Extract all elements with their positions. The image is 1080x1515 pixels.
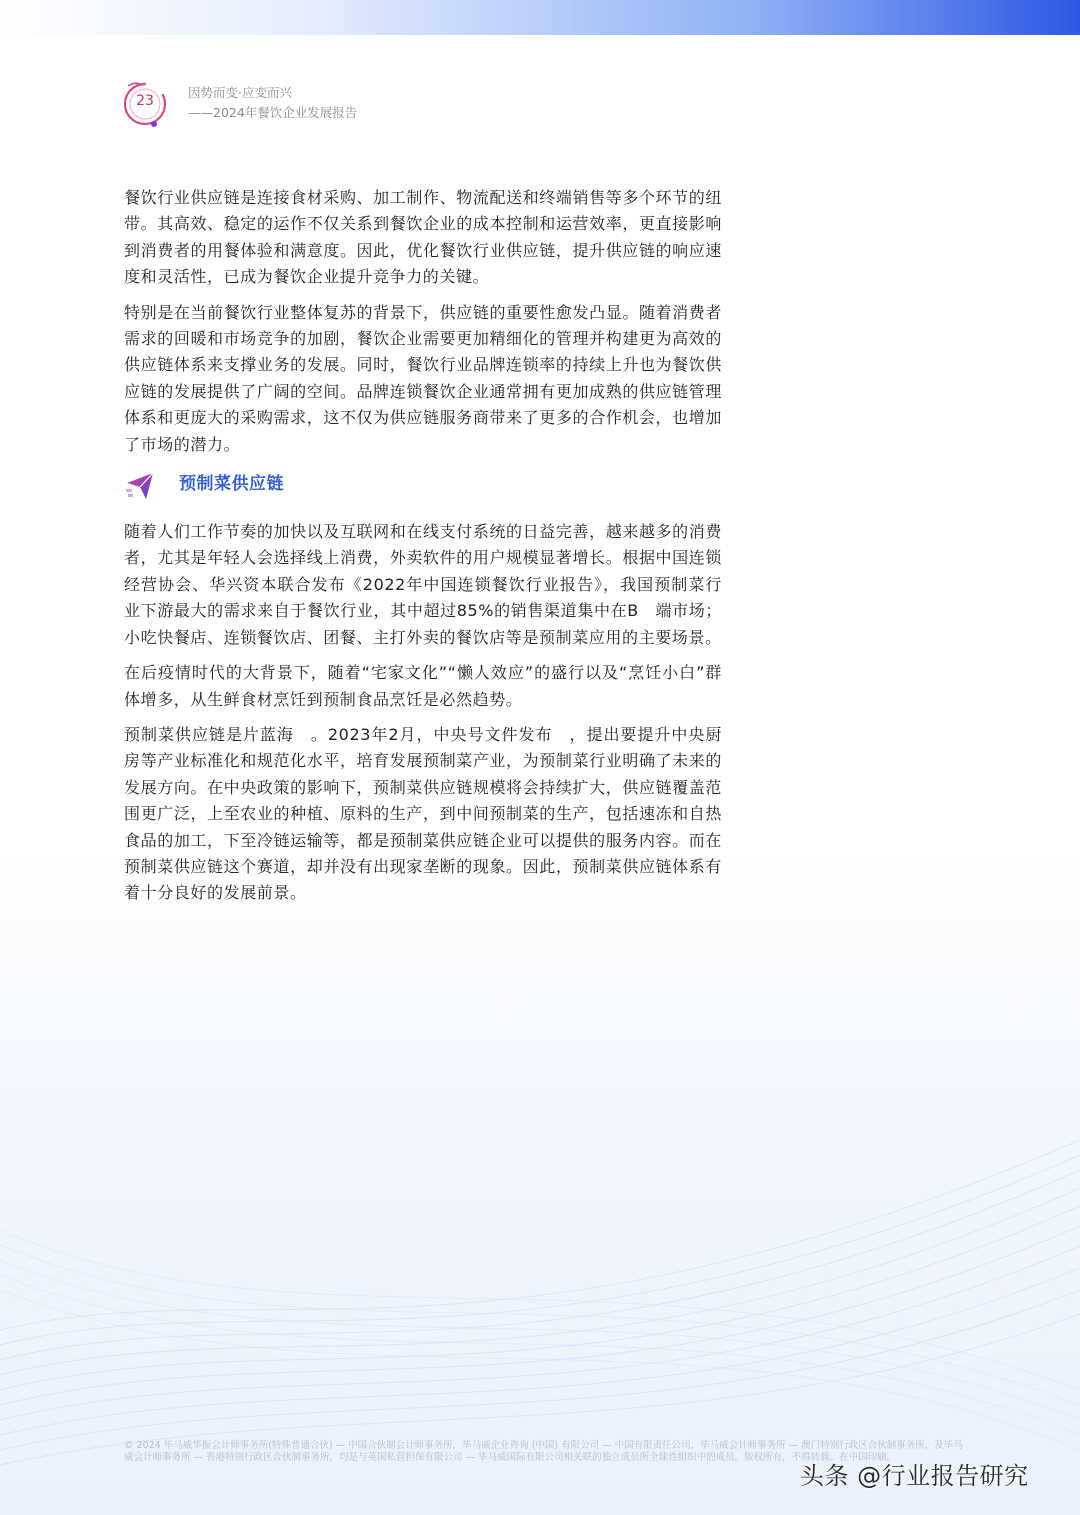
- paragraph-consumer-trend: 随着人们工作节奏的加快以及互联网和在线支付系统的日益完善，越来越多的消费者，尤其是年轻人会选择线上消费，外卖软件的用户规模显著增长。根据中国连锁经营协会、华兴资本联合发布《2022年中国连锁餐饮行业报告》，我国预制菜行业下游最大的需求来自于餐饮行业，其中超过85%的销售渠道集中在B 端市场；小吃快餐店、连锁餐饮店、团餐、主打外卖的餐饮店等是预制菜应用的主要场景。: [124, 522, 722, 647]
- watermark: 头条 @行业报告研究: [800, 1462, 1029, 1490]
- paragraph-post-pandemic: 在后疫情时代的大背景下，随着“宅家文化”“懒人效应”的盛行以及“烹饪小白”群体增多，从生鲜食材烹饪到预制食品烹饪是必然趋势。: [124, 663, 722, 709]
- report-title-line1: 因势而变·应变而兴: [188, 85, 292, 100]
- paragraph-recovery-background: 特别是在当前餐饮行业整体复苏的背景下，供应链的重要性愈发凸显。随着消费者需求的回暖和市场竞争的加剧，餐饮企业需要更加精细化的管理并构建更为高效的供应链体系来支撑业务的发展。同时，餐饮行业品牌连锁率的持续上升也为餐饮供应链的发展提供了广阔的空间。品牌连锁餐饮企业通常拥有更加成熟的供应链管理体系和更庞大的采购需求，这不仅为供应链服务商带来了更多的合作机会，也增加了市场的潜力。: [124, 302, 722, 454]
- paper-plane-arrow-icon: [124, 469, 156, 501]
- section-heading: [124, 467, 722, 507]
- report-title: [188, 83, 488, 123]
- footer-copyright: © 2024 毕马威华振会计师事务所(特殊普通合伙) — 中国合伙制会计师事务所，毕马威企业咨询 (中国) 有限公司 — 中国有限责任公司，毕马威会计师事务所 — 澳门特别行政区合伙制事务所，及毕马威会计师事务所 — 香港特别行政区合伙制事务所，均是与英国私营担保有限公司 — 毕马威国际有限公司相关联的独立成员所全球性组织中的成员。版权所有，不得转载。在中国印刷。: [124, 1440, 963, 1463]
- paragraph-supply-chain-intro: 餐饮行业供应链是连接食材采购、加工制作、物流配送和终端销售等多个环节的纽带。其高效、稳定的运作不仅关系到餐饮企业的成本控制和运营效率，更直接影响到消费者的用餐体验和满意度。因此，优化餐饮行业供应链，提升供应链的响应速度和灵活性，已成为餐饮企业提升竞争力的关键。: [124, 188, 722, 287]
- report-title-line2: ——2024年餐饮企业发展报告: [188, 105, 358, 120]
- page-number: 23: [136, 93, 154, 109]
- main-content: [124, 185, 722, 916]
- paragraph-blue-ocean: 预制菜供应链是片蓝海 。2023年2月，中央号文件发布 ，提出要提升中央厨房等产业标准化和规范化水平，培育发展预制菜产业，为预制菜行业明确了未来的发展方向。在中央政策的影响下，预制菜供应链规模将会持续扩大，供应链覆盖范围更广泛，上至农业的种植、原料的生产，到中间预制菜的生产，包括速冻和自热食品的加工，下至冷链运输等，都是预制菜供应链企业可以提供的服务内容。而在预制菜供应链这个赛道，却并没有出现家垄断的现象。因此，预制菜供应链体系有着十分良好的发展前景。: [124, 724, 722, 903]
- section-title: 预制菜供应链: [179, 474, 284, 495]
- top-gradient-bar: [0, 0, 1080, 35]
